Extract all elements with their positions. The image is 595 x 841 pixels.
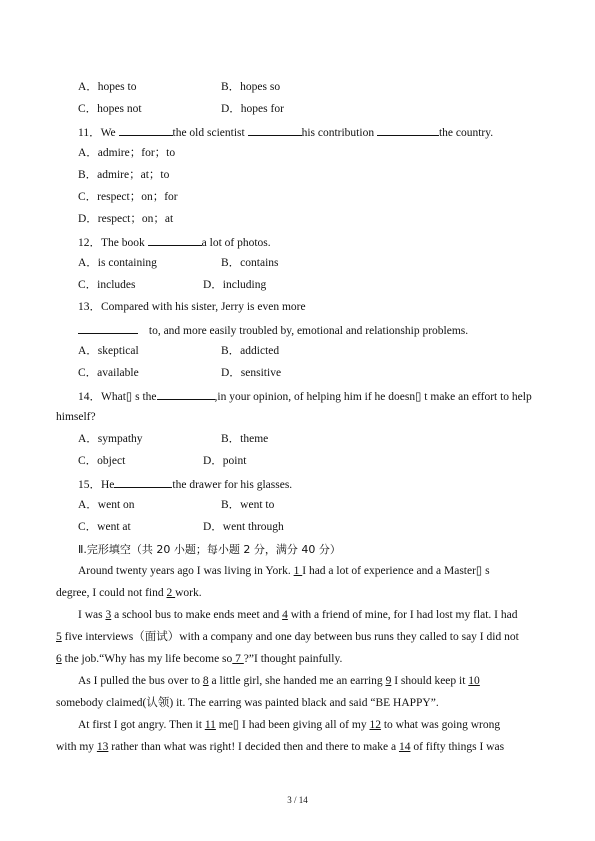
option-d: D．point: [203, 455, 247, 467]
option-c: C．available: [78, 367, 139, 379]
option-b: B．admire；at；to: [78, 169, 170, 181]
option-a: A．sympathy: [78, 433, 143, 445]
answer-blank: [114, 478, 172, 488]
cloze-blank: 14: [398, 741, 411, 753]
passage-line: with my 13 rather than what was right! I decided then and there to make a 14 of fifty things I was: [56, 741, 505, 753]
option-a: A．went on: [78, 499, 135, 511]
cloze-blank: 9: [385, 675, 392, 687]
option-d: D．respect；on；at: [78, 213, 174, 225]
option-a: A．skeptical: [78, 345, 139, 357]
cloze-blank: 3: [105, 609, 112, 621]
option-d: D．went through: [203, 521, 284, 533]
option-c: C．went at: [78, 521, 131, 533]
cloze-blank: 5: [56, 631, 62, 643]
question-14: 14．What▯ s the ,in your opinion, of helping him if he doesn▯ t make an effort to help: [78, 391, 532, 403]
section-heading: Ⅱ.完形填空（共 20 小题；每小题 2 分，满分 40 分）: [78, 543, 341, 556]
cloze-blank: 6: [56, 653, 62, 665]
option-c: C．includes: [78, 279, 136, 291]
option-d: D．sensitive: [221, 367, 282, 379]
cloze-blank: 12: [369, 719, 381, 731]
question-14-continued: himself?: [56, 411, 96, 423]
question-15: 15．He the drawer for his glasses.: [78, 479, 293, 491]
answer-blank: [377, 126, 439, 136]
question-11: 11．We the old scientist his contribution the country.: [78, 127, 494, 139]
passage-line: At first I got angry. Then it 11 me▯ I had been giving all of my 12 to what was going wrong: [78, 719, 501, 731]
cloze-blank: 4: [282, 609, 288, 621]
passage-line: As I pulled the bus over to 8 a little girl, she handed me an earring 9 I should keep it 10: [78, 675, 480, 687]
passage-line: somebody claimed(认领) it. The earring was painted black and said “BE HAPPY”.: [56, 697, 439, 709]
option-d: D．hopes for: [221, 103, 284, 115]
question-13: 13．Compared with his sister, Jerry is even more: [78, 301, 306, 313]
answer-blank: [119, 126, 173, 136]
answer-blank: [148, 236, 202, 246]
question-13-continued: to, and more easily troubled by, emotional and relationship problems.: [78, 324, 468, 338]
cloze-blank: 13: [96, 741, 109, 753]
option-b: B．theme: [221, 433, 269, 445]
option-b: B．hopes so: [221, 81, 281, 93]
option-c: C．hopes not: [78, 103, 142, 115]
page-number: 3 / 14: [287, 795, 308, 805]
option-c: C．respect；on；for: [78, 191, 178, 203]
cloze-blank: 1: [293, 565, 303, 577]
cloze-blank: 11: [204, 719, 216, 731]
option-b: B．went to: [221, 499, 275, 511]
option-a: A．is containing: [78, 257, 157, 269]
passage-line: degree, I could not find 2 work.: [56, 587, 202, 599]
passage-line: I was 3 a school bus to make ends meet and 4 with a friend of mine, for I had lost my flat. I had: [78, 609, 518, 621]
passage-line: Around twenty years ago I was living in York. 1 I had a lot of experience and a Master▯ s: [78, 565, 490, 577]
cloze-blank: 7: [232, 653, 244, 665]
option-c: C．object: [78, 455, 126, 467]
answer-blank: [78, 324, 138, 334]
option-b: B．contains: [221, 257, 279, 269]
question-12: 12．The book a lot of photos.: [78, 237, 271, 249]
passage-line: 6 the job.“Why has my life become so 7 ?”I thought painfully.: [56, 653, 343, 665]
passage-line: 5 five interviews（面试）with a company and one day between bus runs they called to say I did not: [56, 631, 519, 643]
answer-blank: [248, 126, 302, 136]
answer-blank: [157, 390, 215, 400]
option-a: A．hopes to: [78, 81, 137, 93]
cloze-blank: 2: [166, 587, 176, 599]
cloze-blank: 8: [202, 675, 209, 687]
option-d: D．including: [203, 279, 267, 291]
cloze-blank: 10: [468, 675, 480, 687]
option-b: B．addicted: [221, 345, 280, 357]
option-a: A．admire；for；to: [78, 147, 176, 159]
